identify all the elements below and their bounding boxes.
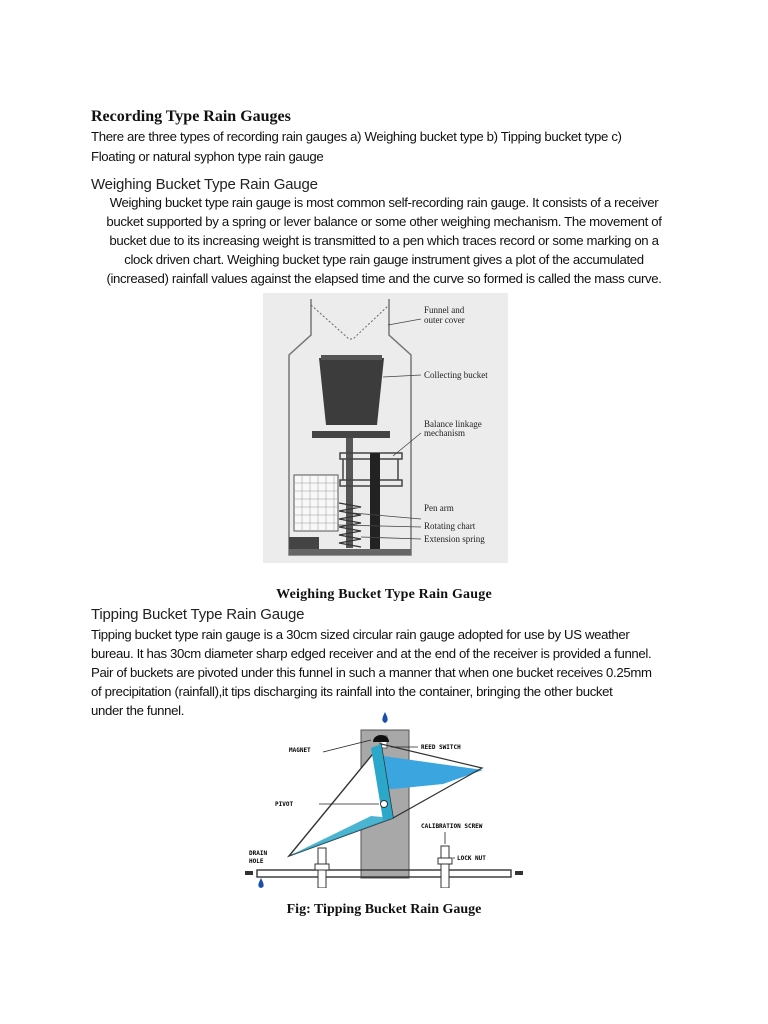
label-pen: Pen arm <box>424 503 454 513</box>
tipping-paragraph <box>91 625 652 720</box>
tipping-line: of precipitation (rainfall),it tips discharging its rainfall into the container, bringing the other bucket <box>91 684 613 699</box>
tipping-line: bureau. It has 30cm diameter sharp edged receiver and at the end of the receiver is provided a funnel. <box>91 646 652 661</box>
label-balance-1: Balance linkage <box>424 419 482 429</box>
weighing-caption: Weighing Bucket Type Rain Gauge <box>276 587 492 602</box>
label-funnel-1: Funnel and <box>424 305 465 315</box>
label-drain-2: HOLE <box>249 858 264 865</box>
label-funnel-2: outer cover <box>424 315 465 325</box>
weighing-line: (increased) rainfall values against the elapsed time and the curve so formed is called the mass curve. <box>106 271 662 286</box>
intro-line-1: There are three types of recording rain gauges a) Weighing bucket type b) Tipping bucket type c) <box>91 129 622 144</box>
label-pivot: PIVOT <box>275 801 294 808</box>
label-collecting: Collecting bucket <box>424 370 488 380</box>
weighing-line: bucket supported by a spring or lever balance or some other weighing mechanism. The movement of <box>106 214 662 229</box>
tipping-line: Pair of buckets are pivoted under this funnel in such a manner that when one bucket receives 0.25mm <box>91 665 652 680</box>
intro-line-2: Floating or natural syphon type rain gauge <box>91 149 324 164</box>
tipping-heading: Tipping Bucket Type Rain Gauge <box>91 606 305 623</box>
label-drain-1: DRAIN <box>249 850 268 857</box>
label-calibration: CALIBRATION SCREW <box>421 823 483 830</box>
tipping-gauge-figure <box>243 708 525 888</box>
weighing-paragraph <box>80 193 688 288</box>
label-spring: Extension spring <box>424 534 485 544</box>
weighing-heading: Weighing Bucket Type Rain Gauge <box>91 176 318 193</box>
weighing-line: Weighing bucket type rain gauge is most common self-recording rain gauge. It consists of a receiver <box>109 195 659 210</box>
tipping-line: Tipping bucket type rain gauge is a 30cm sized circular rain gauge adopted for use by US weather <box>91 627 630 642</box>
tipping-caption: Fig: Tipping Bucket Rain Gauge <box>286 902 482 917</box>
label-lock: LOCK NUT <box>457 855 486 862</box>
weighing-line: clock driven chart. Weighing bucket type rain gauge instrument gives a plot of the accumulated <box>124 252 644 267</box>
weighing-line: bucket due to its increasing weight is transmitted to a pen which traces record or some marking on a <box>109 233 659 248</box>
weighing-gauge-figure <box>263 293 508 563</box>
section-title: Recording Type Rain Gauges <box>91 108 291 125</box>
tipping-line: under the funnel. <box>91 703 185 718</box>
label-reed: REED SWITCH <box>421 744 461 751</box>
label-balance-2: mechanism <box>424 428 465 438</box>
label-magnet: MAGNET <box>289 747 311 754</box>
label-chart: Rotating chart <box>424 521 476 531</box>
